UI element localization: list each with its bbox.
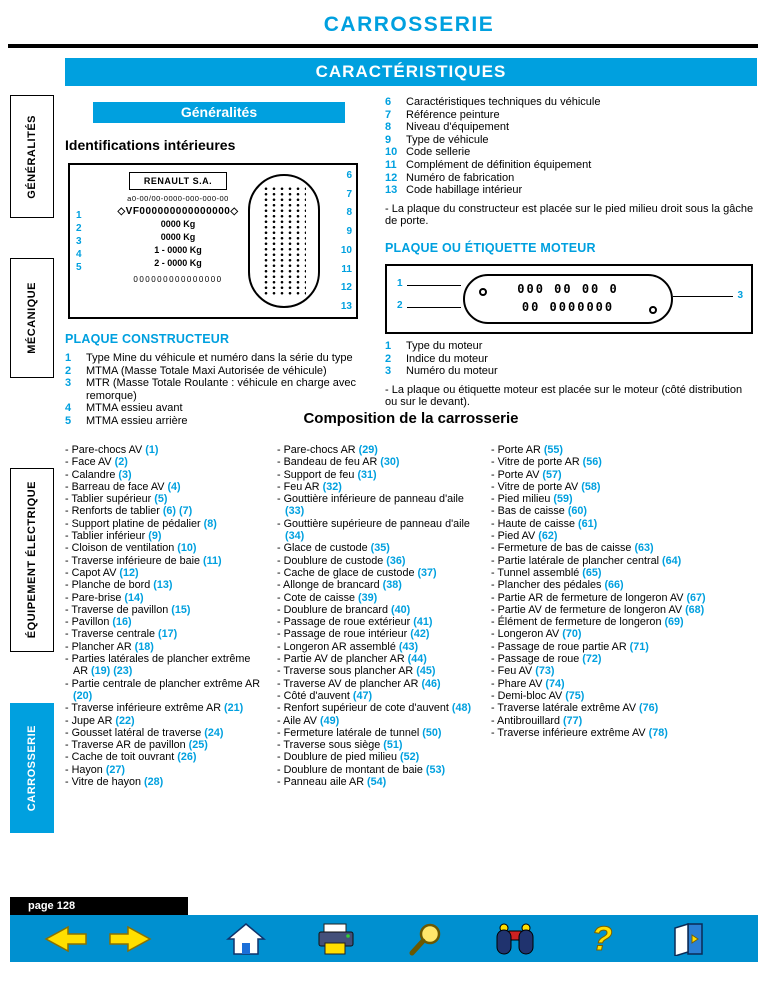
callout-number: 7 [346,188,352,200]
callout-number: 5 [76,262,82,273]
plate-kg-row: 2 - 0000 Kg [154,258,202,268]
composition-item: - Barreau de face AV (4) [65,480,181,493]
item-text: MTMA essieu avant [86,402,183,415]
callout-number: 2 [397,299,403,311]
item-number: 1 [65,352,72,364]
part-number: (18) [134,640,154,653]
part-number: (59) [553,493,573,506]
list-item [385,146,757,159]
callout-line [407,285,461,286]
callout-number: 10 [340,244,352,256]
part-number: (68) [685,603,705,616]
engine-plate-row: 000 00 00 0 [517,281,619,296]
composition-item: - Partie AV de fermeture de longeron AV (68) [491,603,705,616]
list-item [385,172,757,185]
composition-item: - Doublure de brancard (40) [277,603,411,616]
composition-item: - Gouttière inférieure de panneau d'aile (33) [277,493,464,518]
sidebar-tab-mecanique[interactable] [10,258,54,378]
item-text: Numéro du moteur [406,365,498,378]
item-number: 2 [65,364,72,377]
item-text: Type du moteur [406,339,483,352]
plate-kg-row: 0000 Kg [160,232,196,242]
composition-item: - Support de feu (31) [277,468,377,481]
part-number: (28) [144,776,164,789]
part-number: (46) [421,677,441,690]
part-number: (31) [357,468,377,481]
engine-plate-diagram [385,264,753,334]
composition-grid [65,444,757,788]
callout-number: 4 [76,249,82,260]
part-number: (14) [124,591,144,604]
composition-item: - Allonge de brancard (38) [277,579,402,592]
page-number-label: page 128 [28,900,76,912]
part-number: (26) [177,751,197,764]
callout-number: 6 [346,170,352,181]
part-number: (37) [417,566,437,579]
part-number: (64) [662,554,682,567]
part-number: (41) [413,616,433,629]
vin-plate-diagram [68,163,358,319]
part-number: (75) [565,689,585,702]
composition-item: - Porte AV (57) [491,468,562,481]
item-text: MTMA essieu arrière [86,414,188,427]
sidebar-tab-label: ÉQUIPEMENT ÉLECTRIQUE [26,481,38,639]
engine-items-list [385,340,757,378]
composition-item: - Tablier inférieur (9) [65,530,162,543]
part-number: (73) [535,665,555,678]
part-number: (4) [167,480,181,493]
item-number: 8 [385,121,392,134]
composition-column-2 [277,444,479,788]
composition-item: - Capot AV (12) [65,566,139,579]
composition-item: - Vitre de porte AR (56) [491,456,602,469]
composition-item: - Hayon (27) [65,763,126,776]
callout-number: 1 [397,277,403,289]
nav-toolbar [10,915,758,962]
search-icon [406,922,446,956]
part-number: (17) [158,628,178,641]
item-number: 3 [65,377,72,390]
part-number: (39) [358,591,378,604]
item-number: 9 [385,133,392,146]
page-title: CARROSSERIE [323,13,495,36]
item-text: Complément de définition équipement [406,158,592,171]
help-icon [585,922,619,956]
back-button[interactable] [38,924,90,954]
part-number: (58) [581,480,601,493]
printer-icon [315,922,357,956]
home-icon [226,922,266,956]
item-number: 11 [385,158,397,171]
forward-arrow-icon [106,924,158,954]
exit-door-icon [668,922,706,956]
callout-number: 12 [340,282,352,294]
composition-item: - Porte AR (55) [491,444,564,456]
list-item [385,96,757,109]
composition-item: - Passage de roue extérieur (41) [277,616,433,629]
part-number: (5) [154,493,168,506]
part-number: (74) [545,677,565,690]
part-number: (30) [380,456,400,469]
list-item [385,340,757,353]
callout-number: 1 [76,210,82,221]
nav-arrow-group [38,924,158,954]
composition-item: - Planche de bord (13) [65,579,173,592]
callout-number: 3 [737,289,743,301]
composition-item: - Fermeture latérale de tunnel (50) [277,726,442,739]
composition-item: - Traverse AV de plancher AR (46) [277,677,441,690]
composition-item: - Plancher AR (18) [65,640,154,653]
list-item [385,184,757,197]
item-text: Code sellerie [406,146,471,159]
list-item [385,109,757,122]
composition-item: - Haute de caisse (61) [491,517,598,530]
composition-item: - Cote de caisse (39) [277,591,378,604]
part-number: (72) [582,653,602,666]
composition-item: - Glace de custode (35) [277,542,390,555]
composition-item: - Pied AV (62) [491,530,558,543]
engine-plate-note: - La plaque ou étiquette moteur est placée sur le moteur (côté distribution ou sur le devant). [385,383,743,409]
callout-number: 2 [76,223,82,234]
composition-item: - Partie latérale de plancher central (64) [491,554,682,567]
item-text: MTR (Masse Totale Roulante : véhicule en charge avec remorque) [86,377,357,402]
part-number: (60) [567,505,588,518]
composition-item: - Panneau aile AR (54) [277,776,387,789]
help-button[interactable] [585,922,619,956]
composition-item: - Partie centrale de plancher extrême AR (20) [65,677,261,702]
composition-item: - Traverse sous plancher AR (45) [277,665,436,678]
composition-item: - Traverse AR de pavillon (25) [65,739,208,752]
plate-rivet-oval [248,174,320,308]
part-number: (40) [391,603,411,616]
composition-item: - Vitre de hayon (28) [65,776,164,789]
part-number: (53) [425,763,446,776]
part-number: (6) (7) [162,505,193,518]
constructor-plate-note: - La plaque du constructeur est placée sur le pied milieu droit sous la gâche de porte. [385,202,754,228]
part-number: (78) [648,726,668,739]
item-number: 13 [385,184,398,197]
plate-callouts-right [341,170,352,312]
composition-item: - Jupe AR (22) [65,714,135,727]
composition-column-1 [65,444,265,788]
engine-plate-row: 00 0000000 [521,299,615,314]
part-number: (2) [114,456,128,469]
part-number: (19) (23) [91,665,133,678]
composition-item: - Pare-chocs AR (29) [277,444,378,456]
part-number: (45) [416,665,436,678]
section-header [65,58,757,86]
composition-item: - Fermeture de bas de caisse (63) [491,542,654,555]
item-text: MTMA (Masse Totale Maxi Autorisée de véhicule) [86,364,327,377]
item-number: 5 [65,414,72,427]
composition-item: - Aile AV (49) [277,714,340,727]
item-number: 10 [385,146,398,159]
part-number: (1) [145,444,159,456]
composition-title: Composition de la carrosserie [303,410,519,427]
callout-line [673,296,733,297]
composition-item: - Antibrouillard (77) [491,714,583,727]
part-number: (33) [285,505,305,518]
nav-icon-group [202,922,730,956]
item-number: 2 [385,352,392,365]
composition-item: - Passage de roue intérieur (42) [277,628,430,641]
composition-section [65,410,757,788]
composition-item: - Parties latérales de plancher extrême AR (19) (23) [65,653,251,678]
composition-item: - Calandre (3) [65,468,132,481]
print-button[interactable] [315,922,357,956]
item-number: 4 [65,402,72,415]
plate-brand: RENAULT S.A. [129,172,227,190]
left-column [65,98,375,428]
part-number: (69) [664,616,684,629]
svg-text:?: ? [591,921,613,956]
composition-item: - Gousset latéral de traverse (24) [65,726,224,739]
list-item [385,365,757,378]
composition-item: - Traverse sous siège (51) [277,739,403,752]
list-item [385,353,757,366]
composition-item: - Cache de toit ouvrant (26) [65,751,197,764]
part-number: (48) [451,702,472,715]
part-number: (22) [115,714,135,727]
composition-item: - Passage de roue (72) [491,653,602,666]
part-number: (49) [320,714,340,727]
composition-item: - Doublure de montant de baie (53) [277,763,446,776]
title-rule [8,44,758,48]
part-number: (20) [73,689,93,702]
plate-kg-rows [94,218,262,270]
part-number: (25) [188,739,208,752]
back-arrow-icon [38,924,90,954]
item-text: Type Mine du véhicule et numéro dans la série du type [86,352,353,364]
item-text: Numéro de fabrication [406,171,515,184]
part-number: (21) [224,702,244,715]
identifications-title: Identifications intérieures [65,137,236,153]
composition-item: - Gouttière supérieure de panneau d'aile (34) [277,517,470,543]
section-header-label: CARACTÉRISTIQUES [315,62,507,81]
plate-vin: ◇VF000000000000000◇ [117,206,239,217]
composition-item: - Passage de roue partie AR (71) [491,640,649,653]
part-number: (66) [604,579,624,592]
part-number: (13) [153,579,173,592]
composition-item: - Doublure de pied milieu (52) [277,751,420,764]
composition-item: - Traverse inférieure de baie (11) [65,554,222,567]
callout-number: 13 [340,300,352,312]
composition-item: - Pavillon (16) [65,616,132,629]
list-item [65,352,375,365]
composition-item: - Phare AV (74) [491,677,565,690]
home-button[interactable] [226,922,266,956]
page-number-bar [10,897,188,915]
plate-code: a0-00/00-0000-000-000-00 [127,194,229,203]
list-item [65,365,375,378]
part-number: (43) [398,640,419,653]
part-number: (10) [177,542,197,555]
composition-item: - Doublure de custode (36) [277,554,406,567]
composition-item: - Demi-bloc AV (75) [491,689,585,702]
item-text: Caractéristiques techniques du véhicule [406,96,601,108]
part-number: (34) [285,530,305,543]
composition-item: - Pied milieu (59) [491,493,573,506]
callout-number: 8 [346,207,352,219]
part-number: (65) [582,566,602,579]
composition-item: - Longeron AV (70) [491,628,582,641]
callout-number: 11 [341,263,352,275]
item-text: Indice du moteur [406,352,488,365]
plaque-constructeur-title: PLAQUE CONSTRUCTEUR [65,332,230,346]
part-number: (12) [119,566,139,579]
composition-item: - Feu AR (32) [277,480,342,493]
part-number: (71) [629,640,649,653]
sidebar-tab-generalites[interactable] [10,95,54,218]
plate-kg-row: 1 - 0000 Kg [154,245,202,255]
part-number: (38) [382,579,402,592]
part-number: (47) [352,689,373,702]
sidebar-tab-label: CARROSSERIE [26,724,38,812]
composition-item: - Cloison de ventilation (10) [65,542,197,555]
composition-item: - Support platine de pédalier (8) [65,517,217,530]
generalites-bar: Généralités [93,102,345,123]
part-number: (15) [171,603,191,616]
composition-item: - Face AV (2) [65,456,128,469]
part-number: (62) [538,530,558,543]
item-number: 6 [385,96,392,108]
composition-item: - Traverse de pavillon (15) [65,603,191,616]
sidebar-tab-label: MÉCANIQUE [26,282,38,354]
composition-item: - Pare-brise (14) [65,591,144,604]
plate-hole [649,306,657,314]
part-number: (16) [112,616,132,629]
sidebar-tab-label: GÉNÉRALITÉS [26,114,38,199]
part-number: (61) [578,517,598,530]
part-number: (3) [118,468,132,481]
part-number: (24) [204,726,224,739]
part-number: (11) [203,554,222,567]
composition-item: - Tunnel assemblé (65) [491,566,602,579]
composition-item: - Cache de glace de custode (37) [277,566,437,579]
item-text: Type de véhicule [406,133,489,146]
part-number: (70) [562,628,582,641]
part-number: (29) [358,444,378,456]
callout-line [407,307,461,308]
composition-item: - Longeron AR assemblé (43) [277,640,419,653]
callout-number: 3 [76,236,82,247]
part-number: (77) [563,714,583,727]
composition-item: - Traverse inférieure extrême AR (21) [65,702,244,715]
part-number: (44) [407,653,427,666]
plate-kg-row: 0000 Kg [160,219,196,229]
composition-item: - Bas de caisse (60) [491,505,588,518]
composition-column-3 [491,444,757,788]
item-text: Référence peinture [406,108,500,121]
composition-item: - Vitre de porte AV (58) [491,480,601,493]
composition-item: - Pare-chocs AV (1) [65,444,159,456]
composition-item: - Feu AV (73) [491,665,555,678]
list-item [385,159,757,172]
list-item [385,121,757,134]
item-number: 1 [385,339,392,352]
part-number: (36) [386,554,406,567]
part-number: (55) [543,444,564,456]
plate-body [94,171,262,284]
composition-item: - Renfort supérieur de cote d'auvent (48) [277,702,472,715]
find-in-page-button[interactable] [494,922,536,956]
search-button[interactable] [406,922,446,956]
composition-item: - Partie AR de fermeture de longeron AV (67) [491,591,706,604]
part-number: (52) [400,751,420,764]
part-number: (63) [634,542,654,555]
composition-item: - Côté d'auvent (47) [277,689,373,702]
plate-callouts-left [76,209,82,274]
part-number: (51) [383,739,403,752]
plate-dots [262,186,306,296]
sidebar-tab-equipement-electrique[interactable] [10,468,54,652]
part-number: (42) [410,628,430,641]
item-number: 12 [385,171,398,184]
forward-button[interactable] [106,924,158,954]
part-number: (50) [422,726,442,739]
composition-item: - Plancher des pédales (66) [491,579,624,592]
composition-item: - Tablier supérieur (5) [65,493,168,506]
list-item [385,134,757,147]
part-number: (56) [582,456,602,469]
item-text: Code habillage intérieur [406,184,523,197]
list-item [65,377,375,402]
composition-item: - Traverse inférieure extrême AV (78) [491,726,668,739]
composition-item: - Traverse centrale (17) [65,628,178,641]
part-number: (35) [370,542,390,555]
item-text: Niveau d'équipement [406,121,510,134]
part-number: (54) [367,776,387,789]
exit-button[interactable] [668,922,706,956]
callout-number: 9 [346,226,352,238]
plaque-moteur-title: PLAQUE OU ÉTIQUETTE MOTEUR [385,240,596,255]
part-number: (57) [542,468,562,481]
part-number: (27) [105,763,126,776]
part-number: (67) [686,591,706,604]
composition-item: - Partie AV de plancher AR (44) [277,653,427,666]
composition-item: - Traverse latérale extrême AV (76) [491,702,659,715]
part-number: (9) [148,530,162,543]
engine-plate-oval [463,274,673,324]
composition-item: - Renforts de tablier (6) (7) [65,505,193,518]
right-column [385,96,757,409]
item-number: 3 [385,365,392,378]
part-number: (32) [322,480,342,493]
item-number: 7 [385,108,392,121]
part-number: (76) [639,702,659,715]
sidebar-tab-carrosserie[interactable] [10,703,54,833]
plate-hole [479,288,487,296]
binoculars-icon [494,922,536,956]
part-number: (8) [203,517,217,530]
identification-items-list [385,96,757,197]
composition-item: - Élément de fermeture de longeron (69) [491,616,684,629]
plate-serial: 000000000000000 [133,275,223,284]
composition-item: - Bandeau de feu AR (30) [277,456,400,469]
